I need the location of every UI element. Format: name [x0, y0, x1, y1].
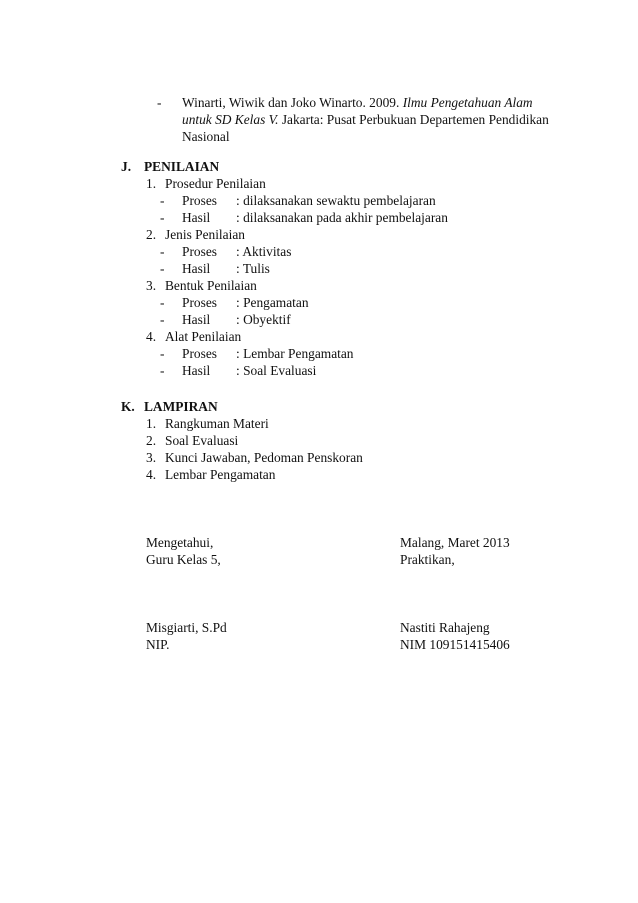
item-value: : Pengamatan	[236, 295, 309, 310]
section-j-heading: PENILAIAN	[144, 159, 220, 174]
item-key: Proses	[182, 295, 217, 310]
reference-line-2	[182, 111, 549, 128]
signature-left-id: NIP.	[146, 637, 170, 652]
list-item: Rangkuman Materi	[165, 416, 269, 431]
item-dash: -	[160, 363, 165, 378]
item-dash: -	[160, 193, 165, 208]
section-j-letter: J.	[121, 159, 132, 174]
group-title: Alat Penilaian	[165, 329, 242, 344]
item-value: : Tulis	[236, 261, 270, 276]
reference-authors: Winarti, Wiwik dan Joko Winarto. 2009.	[182, 95, 400, 110]
group-title: Bentuk Penilaian	[165, 278, 257, 293]
group-title: Prosedur Penilaian	[165, 176, 266, 191]
section-k-letter: K.	[121, 399, 135, 414]
item-dash: -	[160, 312, 165, 327]
reference-dash: -	[157, 95, 162, 110]
signature-left-name: Misgiarti, S.Pd	[146, 620, 227, 635]
item-value: : Aktivitas	[236, 244, 292, 259]
reference-publisher-part1: Jakarta: Pusat Perbukuan Departemen Pendidikan	[281, 112, 549, 127]
signature-left-line2: Guru Kelas 5,	[146, 552, 221, 567]
item-key: Proses	[182, 346, 217, 361]
signature-right-name: Nastiti Rahajeng	[400, 620, 490, 635]
item-key: Hasil	[182, 210, 211, 225]
item-value: : dilaksanakan pada akhir pembelajaran	[236, 210, 448, 225]
signature-left-line1: Mengetahui,	[146, 535, 214, 550]
item-value: : Soal Evaluasi	[236, 363, 317, 378]
item-dash: -	[160, 346, 165, 361]
item-key: Proses	[182, 193, 217, 208]
list-item-number: 3.	[146, 450, 157, 465]
list-item: Lembar Pengamatan	[165, 467, 276, 482]
item-value: : Obyektif	[236, 312, 291, 327]
item-value: : dilaksanakan sewaktu pembelajaran	[236, 193, 436, 208]
signature-right-line1: Malang, Maret 2013	[400, 535, 510, 550]
list-item: Kunci Jawaban, Pedoman Penskoran	[165, 450, 363, 465]
item-key: Proses	[182, 244, 217, 259]
signature-right-id: NIM 109151415406	[400, 637, 510, 652]
group-title: Jenis Penilaian	[165, 227, 245, 242]
group-number: 3.	[146, 278, 157, 293]
group-number: 1.	[146, 176, 157, 191]
signature-right-line2: Praktikan,	[400, 552, 455, 567]
section-k-heading: LAMPIRAN	[144, 399, 218, 414]
group-number: 4.	[146, 329, 157, 344]
list-item-number: 4.	[146, 467, 157, 482]
item-dash: -	[160, 261, 165, 276]
list-item: Soal Evaluasi	[165, 433, 239, 448]
item-dash: -	[160, 295, 165, 310]
item-key: Hasil	[182, 261, 211, 276]
item-dash: -	[160, 244, 165, 259]
reference-publisher-part2: Nasional	[182, 129, 230, 144]
list-item-number: 1.	[146, 416, 157, 431]
item-dash: -	[160, 210, 165, 225]
group-number: 2.	[146, 227, 157, 242]
item-key: Hasil	[182, 312, 211, 327]
reference-title-part1: Ilmu Pengetahuan Alam	[402, 95, 533, 110]
item-value: : Lembar Pengamatan	[236, 346, 354, 361]
reference-line-1	[182, 94, 533, 111]
list-item-number: 2.	[146, 433, 157, 448]
reference-title-part2: untuk SD Kelas V.	[182, 112, 279, 127]
item-key: Hasil	[182, 363, 211, 378]
